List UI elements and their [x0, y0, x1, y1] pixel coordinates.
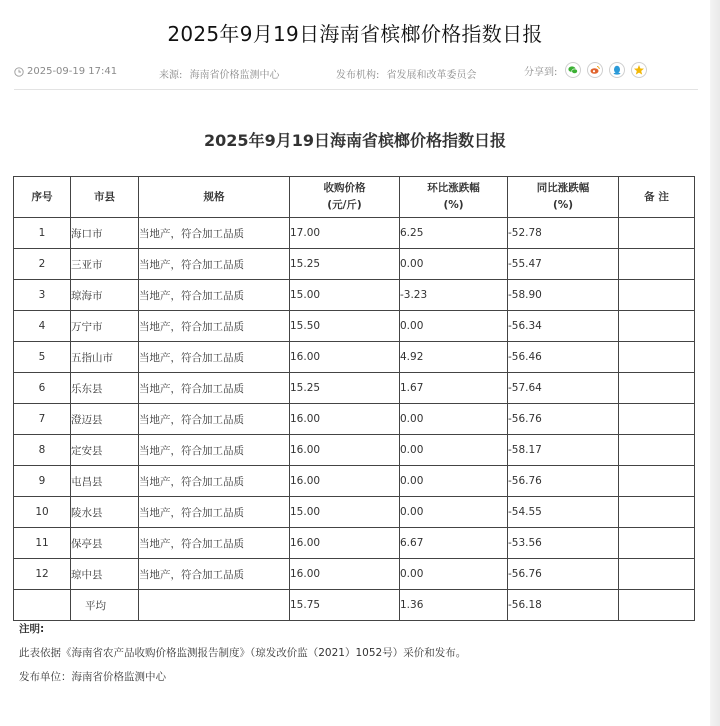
cell-price: 16.00 — [290, 466, 400, 497]
cell-remark — [619, 342, 695, 373]
price-table — [13, 176, 695, 621]
cell-seq: 11 — [14, 528, 71, 559]
table-row — [14, 435, 695, 466]
cell-yoy: -56.76 — [508, 559, 619, 590]
clock-icon — [14, 67, 24, 77]
cell-spec: 当地产，符合加工品质 — [139, 280, 290, 311]
table-row — [14, 249, 695, 280]
table-row — [14, 373, 695, 404]
source-value: 海南省价格监测中心 — [189, 70, 280, 81]
cell-seq-empty — [14, 590, 71, 621]
table-row — [14, 342, 695, 373]
cell-yoy: -58.90 — [508, 280, 619, 311]
table-row — [14, 404, 695, 435]
cell-spec: 当地产，符合加工品质 — [139, 559, 290, 590]
cell-spec: 当地产，符合加工品质 — [139, 218, 290, 249]
table-header-row — [14, 177, 695, 218]
header-remark: 备 注 — [619, 177, 695, 218]
qq-icon[interactable] — [609, 62, 625, 78]
cell-spec: 当地产，符合加工品质 — [139, 466, 290, 497]
cell-city: 保亭县 — [71, 528, 139, 559]
cell-mom: 0.00 — [400, 559, 508, 590]
cell-remark — [619, 280, 695, 311]
cell-price: 15.50 — [290, 311, 400, 342]
cell-spec: 当地产，符合加工品质 — [139, 311, 290, 342]
cell-yoy: -56.34 — [508, 311, 619, 342]
cell-mom: 0.00 — [400, 249, 508, 280]
header-yoy-line2: (%) — [552, 199, 574, 211]
cell-mom: 1.67 — [400, 373, 508, 404]
cell-yoy: -52.78 — [508, 218, 619, 249]
cell-seq: 1 — [14, 218, 71, 249]
cell-yoy: -53.56 — [508, 528, 619, 559]
cell-average-label: 平均 — [71, 590, 139, 621]
cell-yoy: -56.76 — [508, 404, 619, 435]
source-label: 来源: — [159, 70, 183, 81]
source — [159, 66, 280, 81]
header-city: 市县 — [71, 177, 139, 218]
cell-yoy: -54.55 — [508, 497, 619, 528]
notes-publisher: 发布单位：海南省价格监测中心 — [19, 671, 166, 683]
cell-spec: 当地产，符合加工品质 — [139, 373, 290, 404]
cell-price: 15.25 — [290, 249, 400, 280]
cell-average-price: 15.75 — [290, 590, 400, 621]
cell-yoy: -55.47 — [508, 249, 619, 280]
cell-remark — [619, 497, 695, 528]
header-yoy — [508, 177, 619, 218]
cell-remark — [619, 311, 695, 342]
table-row — [14, 497, 695, 528]
cell-price: 16.00 — [290, 404, 400, 435]
publisher-label: 发布机构: — [336, 70, 380, 81]
header-seq: 序号 — [14, 177, 71, 218]
wechat-icon[interactable] — [565, 62, 581, 78]
cell-remark — [619, 218, 695, 249]
header-price — [290, 177, 400, 218]
cell-spec: 当地产，符合加工品质 — [139, 249, 290, 280]
cell-mom: 0.00 — [400, 404, 508, 435]
cell-seq: 8 — [14, 435, 71, 466]
cell-seq: 3 — [14, 280, 71, 311]
header-spec: 规格 — [139, 177, 290, 218]
cell-seq: 7 — [14, 404, 71, 435]
cell-yoy: -57.64 — [508, 373, 619, 404]
cell-city: 定安县 — [71, 435, 139, 466]
page-title: 2025年9月19日海南省槟榔价格指数日报 — [167, 22, 543, 46]
cell-city: 琼中县 — [71, 559, 139, 590]
header-price-line2: (元/斤) — [327, 199, 362, 211]
cell-remark — [619, 559, 695, 590]
notes-basis: 此表依据《海南省农产品收购价格监测报告制度》（琼发改价监（2021）1052号）采价和发布。 — [19, 647, 467, 659]
table-row — [14, 466, 695, 497]
cell-mom: 0.00 — [400, 435, 508, 466]
cell-price: 16.00 — [290, 435, 400, 466]
cell-city: 澄迈县 — [71, 404, 139, 435]
cell-seq: 4 — [14, 311, 71, 342]
cell-spec: 当地产，符合加工品质 — [139, 435, 290, 466]
cell-mom: 0.00 — [400, 497, 508, 528]
table-row — [14, 559, 695, 590]
header-mom-line2: (%) — [443, 199, 464, 211]
publisher — [336, 66, 477, 81]
cell-price: 15.25 — [290, 373, 400, 404]
cell-remark — [619, 373, 695, 404]
cell-price: 17.00 — [290, 218, 400, 249]
table-row — [14, 311, 695, 342]
header-mom-line1: 环比涨跌幅 — [427, 182, 480, 194]
cell-price: 16.00 — [290, 528, 400, 559]
cell-seq: 2 — [14, 249, 71, 280]
cell-city: 琼海市 — [71, 280, 139, 311]
cell-remark-empty — [619, 590, 695, 621]
cell-mom: 6.25 — [400, 218, 508, 249]
publish-date-text: 2025-09-19 17:41 — [27, 66, 118, 77]
table-row — [14, 218, 695, 249]
cell-mom: 0.00 — [400, 311, 508, 342]
cell-city: 屯昌县 — [71, 466, 139, 497]
notes-title: 注明: — [19, 623, 45, 635]
table-row — [14, 280, 695, 311]
cell-average-mom: 1.36 — [400, 590, 508, 621]
cell-seq: 9 — [14, 466, 71, 497]
cell-seq: 6 — [14, 373, 71, 404]
cell-seq: 10 — [14, 497, 71, 528]
cell-price: 15.00 — [290, 280, 400, 311]
cell-seq: 5 — [14, 342, 71, 373]
header-divider — [14, 89, 698, 90]
cell-average-yoy: -56.18 — [508, 590, 619, 621]
share-bar — [524, 62, 653, 78]
report-title: 2025年9月19日海南省槟榔价格指数日报 — [204, 131, 506, 150]
share-label: 分享到: — [524, 66, 558, 78]
cell-remark — [619, 466, 695, 497]
cell-seq: 12 — [14, 559, 71, 590]
table-row-average — [14, 590, 695, 621]
cell-city: 五指山市 — [71, 342, 139, 373]
cell-city: 陵水县 — [71, 497, 139, 528]
cell-price: 15.00 — [290, 497, 400, 528]
page-edge-scrollbar[interactable] — [710, 0, 720, 726]
article-meta — [14, 62, 698, 84]
qzone-icon[interactable] — [631, 62, 647, 78]
cell-city: 乐东县 — [71, 373, 139, 404]
cell-yoy: -56.46 — [508, 342, 619, 373]
cell-yoy: -56.76 — [508, 466, 619, 497]
weibo-icon[interactable] — [587, 62, 603, 78]
cell-city: 海口市 — [71, 218, 139, 249]
cell-mom: 6.67 — [400, 528, 508, 559]
cell-yoy: -58.17 — [508, 435, 619, 466]
cell-mom: -3.23 — [400, 280, 508, 311]
cell-price: 16.00 — [290, 559, 400, 590]
cell-spec: 当地产，符合加工品质 — [139, 342, 290, 373]
cell-spec: 当地产，符合加工品质 — [139, 404, 290, 435]
publisher-value: 省发展和改革委员会 — [386, 70, 477, 81]
cell-spec: 当地产，符合加工品质 — [139, 528, 290, 559]
cell-spec: 当地产，符合加工品质 — [139, 497, 290, 528]
cell-remark — [619, 528, 695, 559]
header-mom — [400, 177, 508, 218]
table-row — [14, 528, 695, 559]
cell-mom: 0.00 — [400, 466, 508, 497]
cell-mom: 4.92 — [400, 342, 508, 373]
cell-spec-empty — [139, 590, 290, 621]
publish-date — [14, 66, 117, 77]
cell-price: 16.00 — [290, 342, 400, 373]
cell-city: 三亚市 — [71, 249, 139, 280]
cell-city: 万宁市 — [71, 311, 139, 342]
cell-remark — [619, 435, 695, 466]
cell-remark — [619, 404, 695, 435]
notes — [19, 621, 466, 693]
cell-remark — [619, 249, 695, 280]
header-yoy-line1: 同比涨跌幅 — [536, 182, 590, 194]
header-price-line1: 收购价格 — [323, 182, 366, 194]
